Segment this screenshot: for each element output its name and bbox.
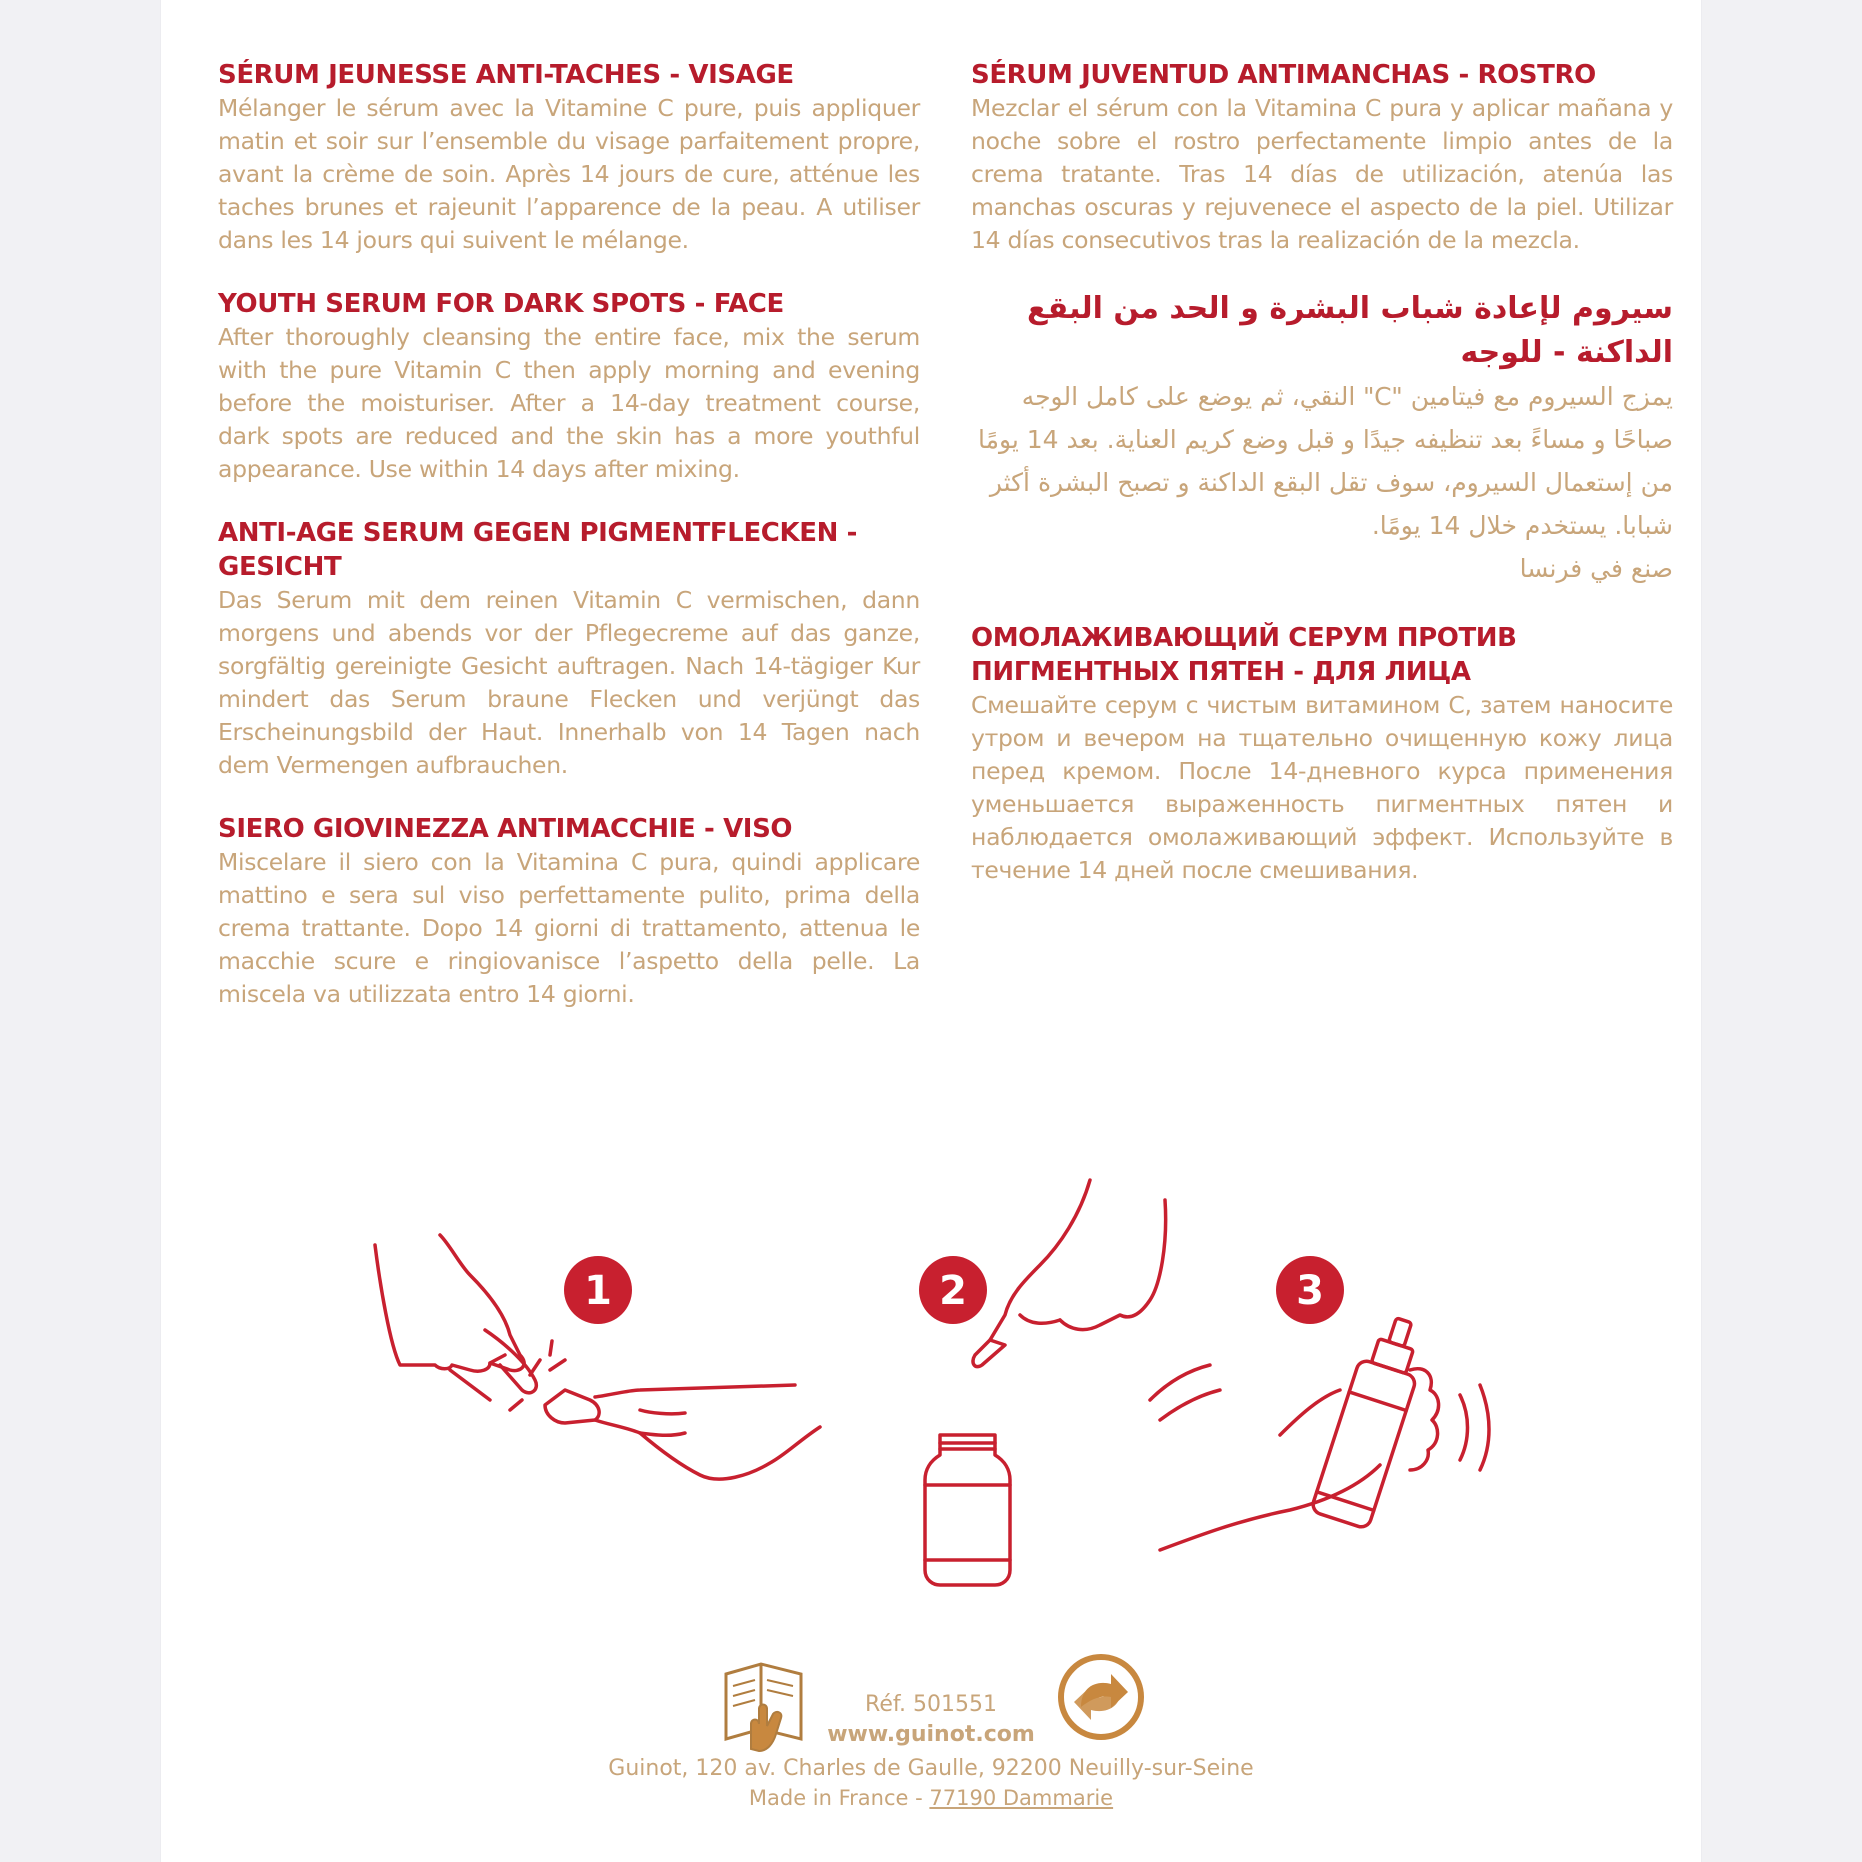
company-address: Guinot, 120 av. Charles de Gaulle, 92200 Neuilly-sur-Seine bbox=[608, 1756, 1254, 1781]
made-place: 77190 Dammarie bbox=[929, 1786, 1114, 1810]
made-prefix: Made in France - bbox=[748, 1786, 930, 1810]
step-1 bbox=[375, 1235, 820, 1479]
step-2 bbox=[919, 1180, 1166, 1585]
section-english bbox=[218, 287, 920, 486]
section-title: ОМОЛАЖИВАЮЩИЙ СЕРУМ ПРОТИВ ПИГМЕНТНЫХ ПЯТЕН - ДЛЯ ЛИЦА bbox=[971, 623, 1517, 687]
section-title: SÉRUM JUVENTUD ANTIMANCHAS - ROSTRO bbox=[971, 60, 1596, 90]
section-body: Miscelare il siero con la Vitamina C pura, quindi applicare mattino e sera sul viso perfettamente pulito, prima della crema trattante. Dopo 14 giorni di trattamento, attenua le macchie scure e ringiovanisce l’aspetto della pelle. La miscela va utilizzata entro 14 giorni. bbox=[218, 848, 920, 1008]
section-title: SIERO GIOVINEZZA ANTIMACCHIE - VISO bbox=[218, 814, 793, 844]
pour-into-bottle-icon bbox=[925, 1180, 1166, 1585]
reference-number: Réf. 501551 bbox=[865, 1692, 997, 1717]
section-italian bbox=[218, 812, 920, 1011]
section-title: YOUTH SERUM FOR DARK SPOTS - FACE bbox=[218, 289, 784, 319]
shake-bottle-icon bbox=[1150, 1311, 1489, 1550]
section-body: Смешайте серум с чистым витамином С, затем наносите утром и вечером на тщательно очищенную кожу лица перед кремом. После 14-дневного курса применения уменьшается выраженность пигментных пятен и наблюдается омолаживающий эффект. Используйте в течение 14 дней после смешивания. bbox=[971, 691, 1673, 884]
section-body: Das Serum mit dem reinen Vitamin C vermischen, dann morgens und abends vor der Pflegecreme auf das ganze, sorgfältig gereinigte Gesicht auftragen. Nach 14-tägiger Kur mindert das Serum braune Flecken und verjüngt das Erscheinungsbild der Haut. Innerhalb von 14 Tagen nach dem Vermengen aufbrauchen. bbox=[218, 586, 920, 779]
website-link[interactable]: www.guinot.com bbox=[827, 1722, 1035, 1747]
section-title: SÉRUM JEUNESSE ANTI-TACHES - VISAGE bbox=[218, 60, 794, 90]
step-number: 3 bbox=[1296, 1268, 1324, 1314]
step-3 bbox=[1150, 1256, 1489, 1550]
usage-steps-illustration bbox=[340, 1165, 1520, 1595]
step-number: 2 bbox=[939, 1268, 967, 1314]
section-spanish bbox=[971, 58, 1673, 257]
section-arabic bbox=[971, 287, 1673, 591]
section-body: يمزج السيروم مع فيتامين "C" النقي، ثم يوضع على كامل الوجه صباحًا و مساءً بعد تنظيفه جيدًا و قبل وضع كريم العناية. بعد 14 يومًا من إستعمال السيروم، سوف تقل البقع الداكنة و تصبح البشرة أكثر شبابا. يستخدم خلال 14 يومًا. bbox=[977, 382, 1673, 540]
section-title: ANTI-AGE SERUM GEGEN PIGMENTFLECKEN - GESICHT bbox=[218, 518, 857, 582]
footer bbox=[161, 1652, 1701, 1832]
section-german bbox=[218, 516, 920, 782]
section-body: Mezclar el sérum con la Vitamina C pura y aplicar mañana y noche sobre el rostro perfectamente limpio antes de la crema tratante. Tras 14 días de utilización, atenúa las manchas oscuras y rejuvenece el aspecto de la piel. Utilizar 14 días consecutivos tras la realización de la mezcla. bbox=[971, 94, 1673, 254]
step-number: 1 bbox=[584, 1268, 612, 1314]
left-text-column bbox=[218, 58, 920, 1041]
section-title: سيروم لإعادة شباب البشرة و الحد من البقع الداكنة - للوجه bbox=[1027, 291, 1673, 370]
section-french bbox=[218, 58, 920, 257]
section-russian bbox=[971, 621, 1673, 887]
section-body: Mélanger le sérum avec la Vitamine C pure, puis appliquer matin et soir sur l’ensemble du visage parfaitement propre, avant la crème de soin. Après 14 jours de cure, atténue les taches brunes et rajeunit l’apparence de la peau. A utiliser dans les 14 jours qui suivent le mélange. bbox=[218, 94, 920, 254]
right-text-column bbox=[971, 58, 1673, 917]
section-body: After thoroughly cleansing the entire face, mix the serum with the pure Vitamin C then apply morning and evening before the moisturiser. After a 14-day treatment course, dark spots are reduced and the skin has a more youthful appearance. Use within 14 days after mixing. bbox=[218, 323, 920, 483]
made-in-line bbox=[161, 1786, 1701, 1810]
made-in-arabic: صنع في فرنسا bbox=[1519, 554, 1673, 583]
